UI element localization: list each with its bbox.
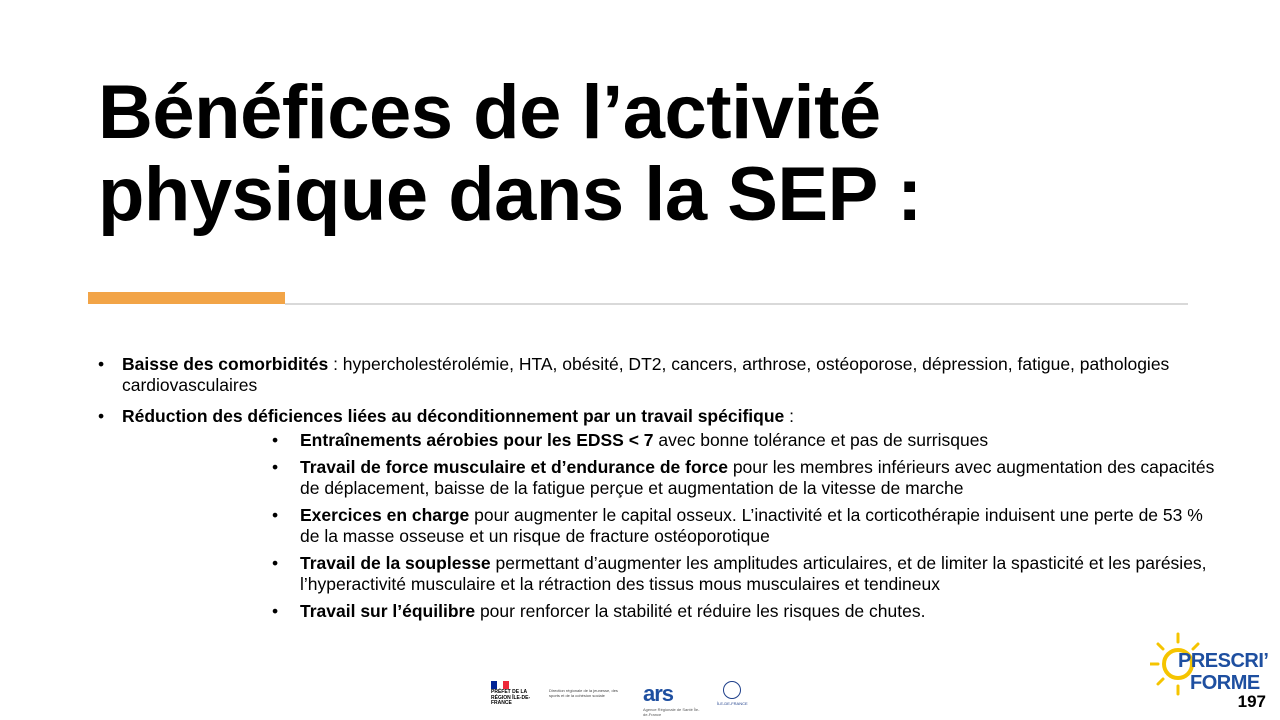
sub-bullet-text: pour augmenter le capital osseux. L’inactivité et la corticothérapie induisent une perte de 53 % de la masse osseuse et un risque de fracture ostéoporotique: [300, 505, 1203, 546]
bullet-icon: •: [98, 406, 105, 426]
bullet-icon: •: [272, 430, 279, 450]
slide-title: Bénéfices de l’activité physique dans la SEP :: [98, 70, 922, 237]
region-seal-logo: [703, 679, 763, 715]
sub-bullet-item: [272, 430, 1220, 451]
partner-logos: [485, 678, 775, 716]
sub-bullet-text: permettant d’augmenter les amplitudes articulaires, et de limiter la spasticité et les parésies, l’hyperactivité musculaire et la rétraction des tissus mous musculaires et tendineux: [300, 553, 1207, 594]
slide-body: [98, 354, 1215, 632]
ars-logo: [623, 679, 703, 715]
sub-bullet-text: pour les membres inférieurs avec augmentation des capacités de déplacement, baisse de la fatigue perçue et augmentation de la vitesse de marche: [300, 457, 1215, 498]
ars-logo-subtext: Agence Régionale de Santé Île-de-France: [643, 707, 700, 717]
sub-bullet-text: avec bonne tolérance et pas de surrisques: [653, 430, 989, 450]
bullet-icon: •: [272, 457, 279, 477]
bullet-text: :: [784, 406, 794, 426]
page-number: 197: [1237, 692, 1266, 711]
title-divider-line: [285, 303, 1188, 305]
sub-bullet-heading: Entraînements aérobies pour les EDSS < 7: [300, 430, 654, 450]
prescri-logo-line1: PRESCRI’: [1178, 650, 1269, 672]
sub-bullet-item: [272, 457, 1220, 499]
bullet-icon: •: [98, 354, 105, 374]
sub-bullet-heading: Travail sur l’équilibre: [300, 601, 476, 621]
ars-logo-mark: [643, 681, 673, 707]
drjscs-logo-text: Direction régionale de la jeunesse, des sports et de la cohésion sociale: [549, 688, 618, 698]
sub-bullet-item: [272, 601, 1220, 622]
bullet-text: : hypercholestérolémie, HTA, obésité, DT2, cancers, arthrose, ostéoporose, dépression, fatigue, pathologies cardiovasculaires: [122, 354, 1170, 395]
title-accent-bar: [88, 292, 285, 304]
bullet-icon: •: [272, 601, 279, 621]
sub-bullet-heading: Travail de force musculaire et d’endurance de force: [300, 457, 728, 477]
french-flag-icon: [491, 681, 509, 689]
drjscs-logo: [545, 679, 623, 715]
seal-logo-text: ÎLE-DE-FRANCE: [717, 701, 748, 706]
prescri-logo-line2: FORME: [1190, 672, 1260, 694]
ars-logo-text: ars: [643, 681, 674, 706]
bullet-icon: •: [272, 505, 279, 525]
sub-bullet-list: [122, 430, 1215, 622]
sub-bullet-heading: Exercices en charge: [300, 505, 470, 525]
sub-bullet-item: [272, 553, 1220, 595]
prescri-forme-logo: [1150, 628, 1269, 700]
sub-bullet-text: pour renforcer la stabilité et réduire les risques de chutes.: [475, 601, 926, 621]
sub-bullet-heading: Travail de la souplesse: [300, 553, 491, 573]
seal-icon: [723, 681, 741, 699]
bullet-item: [98, 406, 1215, 622]
sub-bullet-item: [272, 505, 1220, 547]
bullet-item: [98, 354, 1178, 396]
bullet-icon: •: [272, 553, 279, 573]
bullet-heading: Réduction des déficiences liées au déconditionnement par un travail spécifique: [122, 406, 785, 426]
prefet-logo-text: PRÉFET DE LA RÉGION ÎLE-DE-FRANCE: [491, 689, 531, 706]
prefet-logo: [485, 679, 545, 715]
bullet-heading: Baisse des comorbidités: [122, 354, 329, 374]
